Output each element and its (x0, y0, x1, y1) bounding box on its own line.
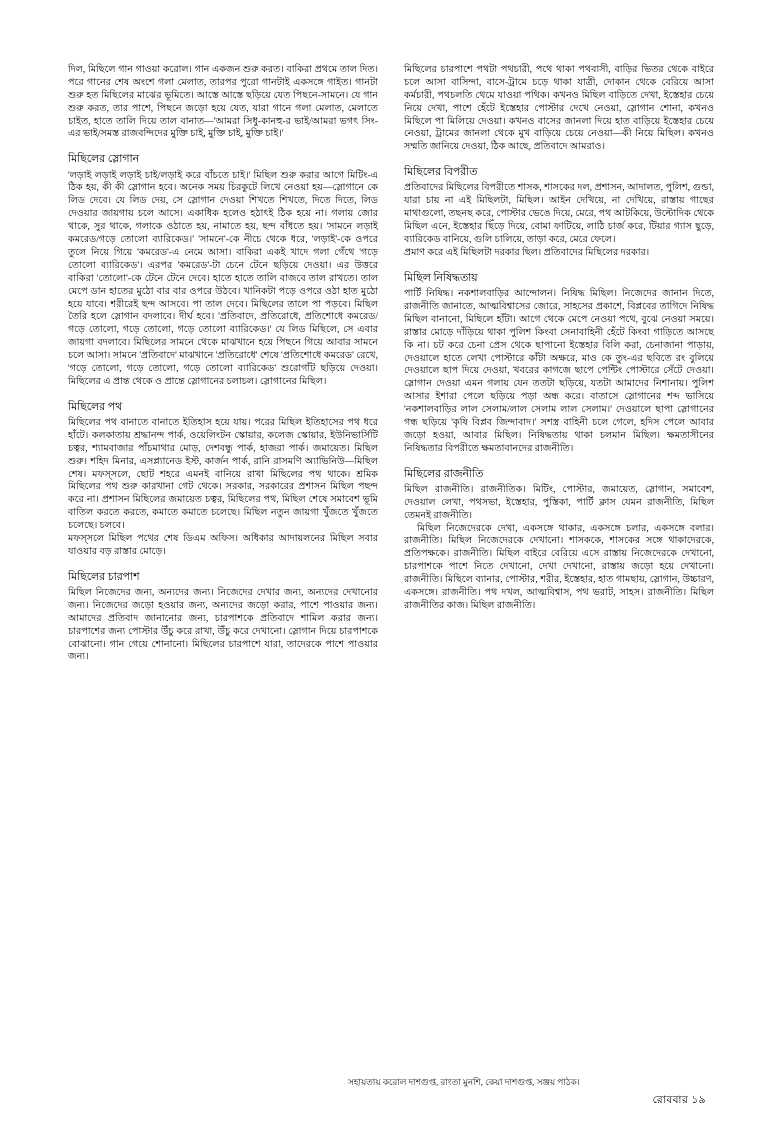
paragraph: মিছিল রাজনীতি। রাজনীতিক। মিটিং, পোস্টার, জমায়েত, স্লোগান, সমাবেশ, দেওয়াল লেখা, পথসভা, ইস্তেহার, পুস্তিকা, পার্টি ক্লাস যেমন রাজনীতি, মিছিল তেমনই রাজনীতি। (404, 483, 714, 521)
page-footer (68, 1075, 706, 1090)
credits-line: সহায়তায় করোল দাশগুপ্ত, রাংতা মুনশি, কেয়া দাশগুপ্ত, সঞ্জয় পাঠক। (348, 1077, 580, 1087)
paragraph: মিছিল নিজেদেরকে দেখা, একসঙ্গে থাকার, একসঙ্গে চলার, একসঙ্গে বলার। রাজনীতি। মিছিল নিজেদেরকে দেখানো। শাসককে, শাসকের সঙ্গে থাকাদেরকে, প্রতিপক্ষকে। রাজনীতি। মিছিল বাইরে বেরিয়ে এসে রাস্তায় নিজেদেরকে দেখানো, চারপাশকে পাশে নিতে দেখানো, দেখা দেখানো, রাস্তায় জড়ো হয়ে দেখানো। রাজনীতি। মিছিলে ব্যানার, পোস্টার, শরীর, ইস্তেহার, হাত গামছায়, স্লোগান, উচ্চারণ, একসঙ্গে। রাজনীতি। পথ দখল, আত্মবিশ্বাস, পথ ভরাট, সাহস। রাজনীতি। মিছিল রাজনীতির কাজ। মিছিল রাজনীতি। (404, 522, 714, 611)
right-column (404, 64, 714, 1050)
paragraph: মিছিল নিজেদের জন্য, অন্যদের জন্য। নিজেদের দেখার জন্য, অন্যদের দেখানোর জন্য। নিজেদের জড়ো হওয়ার জন্য, অন্যদের জড়ো করার, পাশে পাওয়ার জন্য। আমাদের প্রতিবাদ জানানোর জন্য, চারপাশকে প্রতিবাদে শামিল করার জন্য। চারপাশের জন্য পোস্টার উঁচু করে রাখা, উঁচু করে দেখানো। স্লোগান দিয়ে চারপাশকে বোঝানো। গান গেয়ে শোনানো। মিছিলের চারপাশে যারা, তাদেরকে পাশে পাওয়ার জন্য। (68, 587, 378, 663)
paragraph: প্রতিবাদের মিছিলের বিপরীতে শাসক, শাসকের দল, প্রশাসন, আদালত, পুলিশ, গুন্ডা, যারা চায় না এই মিছিলটা, মিছিল। আইন দেখিয়ে, না দেখিয়ে, রাস্তায় গাছের মাথাগুলো, তছনছ করে, পোস্টার ভেঙে দিয়ে, মেরে, পথ আটকিয়ে, উল্টোদিক থেকে মিছিল এনে, ইস্তেহার ছিঁড়ে দিয়ে, বোমা ফাটিয়ে, লাঠি চার্জ করে, টিয়ার গ্যাস ছুড়ে, ব্যারিকেড বানিয়ে, গুলি চালিয়ে, তাড়া করে, মেরে ফেলে। (404, 182, 714, 246)
section-heading: মিছিলের বিপরীত (404, 166, 478, 179)
paragraph: পার্টি নিষিদ্ধ। নকশালবাড়ির আন্দোলন। নিষিদ্ধ মিছিল। নিজেদের জানান দিতে, রাজনীতি জানাতে, আত্মবিশ্বাসের জোরে, সাহসের প্রকাশে, বিপ্লবের তাগিদে নিষিদ্ধ মিছিল বানানো, মিছিলে হাঁটা। আগে থেকে মেপে নেওয়া পথে, বুঝে নেওয়া সময়ে। রাস্তার মোড়ে দাঁড়িয়ে থাকা পুলিশ কিংবা সেনাবাহিনী হেঁটে কিংবা গাড়িতে আসছে কি না। চট করে চেনা প্রেস থেকে ছাপানো ইস্তেহার বিলি করা, চেনাজানা পাড়ায়, দেওয়ালে হাতে লেখা পোস্টারে কাঁটা অক্ষরে, মাও কে তুং-এর ছবিতে রং বুলিয়ে দেওয়ালে ছাপ দিয়ে দেওয়া, খবরের কাগজে ছাপে পেন্টিং পোস্টারে সেঁটে দেওয়া। স্লোগান দেওয়া এমন গলায় যেন ততটা ছড়িয়ে, যতটা আমাদের নিশানায়। পুলিশ আসার ইশারা পেলে ছড়িয়ে পড়া অন্ধ করে। বাতাসে স্লোগানের শব্দ ভাসিয়ে 'নকশালবাড়ির লাল সেলাম/লাল সেলাম লাল সেলাম।' দেওয়ালে ছাপা স্লোগানের গন্ধ ছড়িয়ে 'কৃষি বিপ্লব জিন্দাবাদ।' সশস্ত্র বাহিনী চলে গেলে, হদিস পেলে আবার জড়ো হওয়া, আবার মিছিল। নিষিদ্ধতায় থাকা চলমান মিছিল। ক্ষমতাসীনের নিষিদ্ধতার বিপরীতে ক্ষমতাবানদের রাজনীতি। (404, 288, 714, 454)
paragraph: মিছিলের চারপাশে পথটা পথচারী, পথে থাকা পথবাসী, বাড়ির ভিতর থেকে বাইরে চলে আসা বাসিন্দা, বাসে-ট্রামে চড়ে থাকা যাত্রী, দোকান থেকে বেরিয়ে আসা কর্মচারী, পথচলতি থেমে যাওয়া পথিক। কখনও মিছিল বাড়িতে দেখা, ইস্তেহার চেয়ে নিয়ে দেখা, পাশে হেঁটে ইস্তেহার পোস্টার দেখে নেওয়া, স্লোগান শোনা, কখনও মিছিলে পা মিলিয়ে দেওয়া। কখনও বাসের জানলা দিয়ে হাত বাড়িয়ে ইস্তেহার চেয়ে নেওয়া, ট্রামের জানলা থেকে মুখ বাড়িয়ে চেয়ে নেওয়া—কী নিয়ে মিছিল। কখনও সম্মতি জানিয়ে দেওয়া, ঠিক আছে, প্রতিবাদে আমরাও। (404, 64, 714, 153)
paragraph: মিছিলের পথ বানাতে বানাতে ইতিহাস হয়ে যায়। পরের মিছিল ইতিহাসের পথ ধরে হাঁটে। কলকাতায় শ্রদ্ধানন্দ পার্ক, ওয়েলিংটন স্কোয়ার, কলেজ স্কোয়ার, ইউনিভার্সিটি চত্বর, শ্যামবাজার পাঁচমাথার মোড়, দেশবন্ধু পার্ক, হাজরা পার্ক। জমায়েত। মিছিল শুরু। শহিদ মিনার, এসপ্ল্যানেড ইস্ট, কার্জন পার্ক, রানি রাসমণি অ্যাভিনিউ—মিছিল শেষ। মফস্সলে, ছোট শহরে এমনই বানিয়ে রাখা মিছিলের পথ থাকে। শ্রমিক মিছিলের পথ শুরু কারখানা গেট থেকে। সরকার, সরকারের প্রশাসন মিছিল পছন্দ করে না। প্রশাসন মিছিলের জমায়েত চত্বর, মিছিলের পথ, মিছিল শেষে সমাবেশ ভূমি বাতিল করতে করতে, কমাতে কমাতে চলেছে। মিছিল নতুন জায়গা খুঁজতে খুঁজতে চলেছে। চলবে। (68, 416, 378, 532)
section-heading: মিছিলের স্লোগান (68, 153, 140, 166)
left-column (68, 64, 378, 1050)
section-heading: মিছিলের রাজনীতি (404, 467, 484, 480)
paragraph: প্রমাণ করে এই মিছিলটা দরকার ছিল। প্রতিবাদের মিছিলের দরকার। (404, 246, 650, 258)
page-number: রোববার ১৯ (652, 1095, 706, 1106)
paragraph: দিল, মিছিলে গান গাওয়া করোল। গান একজন শুরু করত। বাকিরা প্রথমে তাল দিত। পরে গানের শেষ অংশে গলা মেলাত, তারপর পুরো গানটাই একসঙ্গে গাইত। গানটা শুরু হত মিছিলের মাঝের ভূমিতে। আস্তে আস্তে ছড়িয়ে যেত পিছনে-সামনে। যে গান শুরু করত, তার পাশে, পিছনে জড়ো হয়ে যেত, যারা গানে গলা মেলাত, মেলাতে চাইত, হাতে তালি দিয়ে তাল বানাত—'আমরা সিধু-কানহু-র ভাই/আমরা ভগৎ সিং-এর ভাই/সমস্ত রাজবন্দিদের মুক্তি চাই, মুক্তি চাই, মুক্তি চাই।' (68, 64, 378, 140)
section-heading: মিছিলের চারপাশ (68, 570, 140, 583)
section-heading: মিছিলের পথ (68, 400, 123, 413)
section-heading: মিছিল নিষিদ্ধতায় (404, 271, 478, 284)
paragraph: 'লড়াই লড়াই লড়াই চাই/লড়াই করে বাঁচতে চাই।' মিছিল শুরু করার আগে মিটিং-এ ঠিক হয়, কী কী স্লোগান হবে। অনেক সময় চিরকুটে লিখে নেওয়া হয়—স্লোগানে কে লিড দেবে। যে লিড দেয়, সে স্লোগান দেওয়া শিখতে শিখতে, দিতে দিতে, লিড দেওয়ার জায়গায় চলে আসে। একাধিক হলেও হঠাৎই ঠিক হয়ে না। গলায় জোর থাকে, সুর থাকে, গলাকে ওঠাতে হয়, নামাতে হয়, ছন্দ বাঁধতে হয়। 'সামনে লড়াই কমরেড/গড়ে তোলো ব্যারিকেড।' 'সামনে'-কে নীচে থেকে ধরে, 'লড়াই'-কে ওপরে তুলে নিয়ে গিয়ে 'কমরেড'-এ নেমে আসা। বাকিরা একই খাদে গলা গেঁথে 'গড়ে তোলো ব্যারিকেড'। এরপর 'কমরেড'-টা চেনে টেনে ছড়িয়ে দেওয়া। এর উত্তরে বাকিরা 'তোলো'-কে টেনে টেনে দেবে। হাতে হাতে তালি বাজবে তাল রাখতে। তাল মেপে ডান হাতের মুঠো বার বার ওপরে উঠবে। খানিকটা পড়ে ওপরে ওঠা হাত মুঠো হয়ে যাবে। শরীরেই ছন্দ আসবে। পা তাল দেবে। মিছিলের তালে পা পড়বে। মিছিল তৈরি হলে স্লোগান বদলাবে। দীর্ঘ হবে। 'প্রতিবাদে, প্রতিরোধে, প্রতিশোধে কমরেড/গড়ে তোলো, গড়ে তোলো, গড়ে তোলো ব্যারিকেড।' যে লিড মিছিলে, সে এবার জায়গা বদলাবে। মিছিলের সামনে থেকে মাঝখানে হয়ে পিছনে গিয়ে আবার সামনে চলে আসা। সামনে 'প্রতিবাদে' মাঝখানে 'প্রতিরোধে' শেষে 'প্রতিশোধে কমরেড' রেখে, 'গড়ে তোলো, গড়ে তোলো, গড়ে তোলো ব্যারিকেড' শুরোগাঁট ছড়িয়ে দেওয়া। মিছিলের এ প্রান্ত থেকে ও প্রান্তে স্লোগানের চলাচল। স্লোগানের মিছিল। (68, 169, 378, 387)
article-columns (68, 64, 714, 1050)
paragraph: মফস্সলে মিছিল পথের শেষ ডিএম অফিস। অধিকার আদায়লনের মিছিল সবার যাওয়ার বড় রাস্তার মোড়ে। (68, 533, 378, 557)
